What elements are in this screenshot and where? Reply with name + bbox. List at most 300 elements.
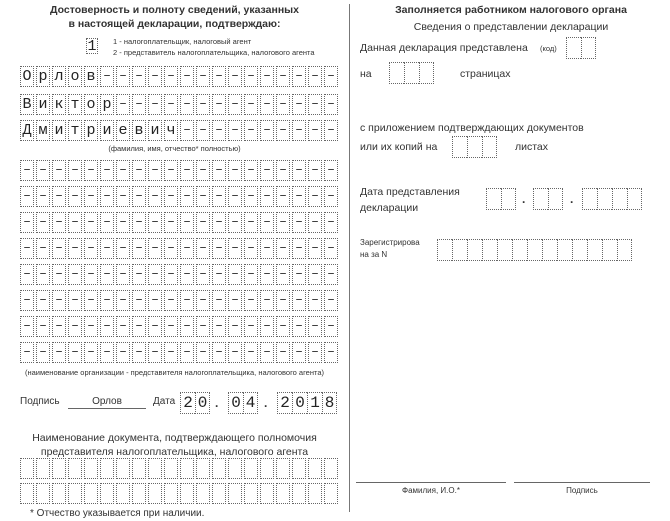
char-cell xyxy=(324,316,338,337)
doc-title-line2: представителя налогоплательщика, налогового агента xyxy=(40,446,309,458)
digit-cell xyxy=(533,188,548,210)
doc-row[interactable] xyxy=(20,483,340,504)
digit-cell xyxy=(581,37,596,59)
digit-cell xyxy=(501,188,516,210)
digit-cell xyxy=(486,188,501,210)
doc-row[interactable] xyxy=(20,458,340,479)
char-cell: м xyxy=(36,120,50,141)
char-cell xyxy=(228,66,242,87)
char-cell xyxy=(52,483,66,504)
char-cell xyxy=(148,212,162,233)
char-cell xyxy=(180,483,194,504)
char-cell xyxy=(196,186,210,207)
char-cell xyxy=(324,290,338,311)
char-cell xyxy=(52,264,66,285)
char-cell xyxy=(68,238,82,259)
char-cell xyxy=(100,186,114,207)
char-cell xyxy=(228,458,242,479)
digit-cell xyxy=(452,136,467,158)
char-cell xyxy=(292,212,306,233)
char-cell xyxy=(260,66,274,87)
char-cell xyxy=(84,160,98,181)
char-cell xyxy=(84,290,98,311)
char-cell xyxy=(116,238,130,259)
char-cell xyxy=(276,94,290,115)
char-cell xyxy=(148,458,162,479)
char-cell xyxy=(244,458,258,479)
char-cell xyxy=(292,290,306,311)
char-cell xyxy=(228,316,242,337)
char-cell xyxy=(164,238,178,259)
char-cell xyxy=(36,342,50,363)
char-cell: в xyxy=(132,120,146,141)
char-cell: в xyxy=(84,66,98,87)
char-cell xyxy=(20,342,34,363)
char-cell xyxy=(308,238,322,259)
digit-cell xyxy=(566,37,581,59)
char-cell xyxy=(180,212,194,233)
char-cell xyxy=(324,186,338,207)
signer-option-2: 2 - представитель налогоплательщика, налогового агента xyxy=(113,48,315,57)
char-cell xyxy=(324,483,338,504)
right-subheader: Сведения о представлении декларации xyxy=(413,21,609,33)
signer-option-1: 1 - налогоплательщик, налоговый агент xyxy=(113,37,252,46)
char-cell xyxy=(308,316,322,337)
char-cell xyxy=(276,186,290,207)
char-cell xyxy=(244,264,258,285)
char-cell xyxy=(260,186,274,207)
left-header-line2: в настоящей декларации, подтверждаю: xyxy=(68,18,281,30)
char-cell xyxy=(148,160,162,181)
char-cell xyxy=(180,94,194,115)
char-cell xyxy=(68,342,82,363)
char-cell: е xyxy=(116,120,130,141)
org-row[interactable] xyxy=(20,290,340,311)
digit-cell: 2 xyxy=(277,392,292,414)
char-cell xyxy=(292,458,306,479)
presented-year[interactable] xyxy=(582,188,642,210)
char-cell xyxy=(180,120,194,141)
digit-cell xyxy=(602,239,617,261)
char-cell xyxy=(196,238,210,259)
char-cell xyxy=(292,160,306,181)
char-cell xyxy=(292,238,306,259)
char-cell xyxy=(20,264,34,285)
char-cell xyxy=(116,264,130,285)
attachment-line1: с приложением подтверждающих документов xyxy=(360,122,584,134)
char-cell xyxy=(52,160,66,181)
presented-label: Данная декларация представлена xyxy=(360,42,528,54)
char-cell xyxy=(260,160,274,181)
char-cell xyxy=(20,212,34,233)
char-cell xyxy=(116,186,130,207)
char-cell xyxy=(116,94,130,115)
org-row[interactable] xyxy=(20,264,340,285)
char-cell: о xyxy=(68,66,82,87)
char-cell xyxy=(244,212,258,233)
char-cell xyxy=(228,264,242,285)
char-cell xyxy=(36,238,50,259)
char-cell xyxy=(212,66,226,87)
digit-cell xyxy=(527,239,542,261)
char-cell xyxy=(292,120,306,141)
signature-label: Подпись xyxy=(20,396,60,407)
char-cell xyxy=(52,316,66,337)
char-cell xyxy=(196,342,210,363)
char-cell xyxy=(132,66,146,87)
char-cell xyxy=(148,186,162,207)
char-cell xyxy=(308,290,322,311)
char-cell xyxy=(36,160,50,181)
date-year[interactable] xyxy=(277,392,337,414)
char-cell xyxy=(84,483,98,504)
char-cell xyxy=(52,212,66,233)
char-cell xyxy=(308,94,322,115)
digit-cell: 4 xyxy=(243,392,258,414)
char-cell xyxy=(244,316,258,337)
char-cell xyxy=(20,458,34,479)
char-cell xyxy=(116,160,130,181)
date-day[interactable] xyxy=(180,392,210,414)
char-cell xyxy=(100,238,114,259)
char-cell xyxy=(212,316,226,337)
date-presented-line2: декларации xyxy=(360,202,419,214)
org-row[interactable] xyxy=(20,316,340,337)
doc-title-line1: Наименование документа, подтверждающего полномочия xyxy=(32,432,317,444)
char-cell xyxy=(212,186,226,207)
char-cell xyxy=(212,238,226,259)
char-cell xyxy=(116,66,130,87)
char-cell xyxy=(100,212,114,233)
char-cell xyxy=(148,264,162,285)
sheets-label: листах xyxy=(515,141,549,153)
char-cell xyxy=(196,120,210,141)
char-cell: Д xyxy=(20,120,34,141)
char-cell xyxy=(276,120,290,141)
char-cell xyxy=(212,120,226,141)
char-cell xyxy=(292,94,306,115)
char-cell xyxy=(260,458,274,479)
char-cell xyxy=(84,212,98,233)
char-cell xyxy=(164,66,178,87)
char-cell xyxy=(100,316,114,337)
digit-cell xyxy=(582,188,597,210)
char-cell xyxy=(308,458,322,479)
char-cell xyxy=(276,238,290,259)
char-cell xyxy=(260,264,274,285)
char-cell xyxy=(308,66,322,87)
char-cell xyxy=(68,290,82,311)
char-cell xyxy=(324,94,338,115)
surname-field[interactable] xyxy=(20,66,340,87)
char-cell xyxy=(228,290,242,311)
char-cell xyxy=(196,290,210,311)
digit-cell xyxy=(419,62,434,84)
char-cell xyxy=(212,264,226,285)
digit-cell xyxy=(467,136,482,158)
char-cell xyxy=(260,483,274,504)
char-cell xyxy=(100,483,114,504)
char-cell xyxy=(132,458,146,479)
char-cell xyxy=(244,160,258,181)
char-cell xyxy=(116,483,130,504)
org-row[interactable] xyxy=(20,186,340,207)
char-cell xyxy=(212,290,226,311)
char-cell xyxy=(148,483,162,504)
digit-cell xyxy=(627,188,642,210)
digit-cell xyxy=(482,239,497,261)
digit-cell xyxy=(617,239,632,261)
name-field[interactable] xyxy=(20,94,340,115)
char-cell xyxy=(84,316,98,337)
char-cell xyxy=(324,458,338,479)
char-cell xyxy=(292,186,306,207)
char-cell xyxy=(276,458,290,479)
char-cell xyxy=(180,316,194,337)
char-cell xyxy=(20,290,34,311)
digit-cell: 0 xyxy=(292,392,307,414)
char-cell xyxy=(116,290,130,311)
char-cell xyxy=(180,342,194,363)
char-cell xyxy=(212,212,226,233)
char-cell xyxy=(164,342,178,363)
char-cell xyxy=(132,342,146,363)
char-cell: и xyxy=(52,120,66,141)
digit-cell: 1 xyxy=(307,392,322,414)
char-cell xyxy=(164,316,178,337)
char-cell xyxy=(148,238,162,259)
char-cell xyxy=(20,238,34,259)
char-cell: и xyxy=(36,94,50,115)
presented-month[interactable] xyxy=(533,188,563,210)
digit-cell xyxy=(548,188,563,210)
char-cell xyxy=(228,160,242,181)
char-cell: т xyxy=(68,94,82,115)
char-cell xyxy=(260,120,274,141)
char-cell xyxy=(324,120,338,141)
char-cell xyxy=(244,342,258,363)
char-cell xyxy=(68,160,82,181)
char-cell xyxy=(244,120,258,141)
sheets-field[interactable] xyxy=(452,136,497,158)
char-cell xyxy=(276,264,290,285)
char-cell xyxy=(164,212,178,233)
date-presented-line1: Дата представления xyxy=(360,186,460,198)
digit-cell xyxy=(482,136,497,158)
char-cell xyxy=(244,94,258,115)
char-cell xyxy=(164,290,178,311)
code-field[interactable] xyxy=(566,37,596,59)
char-cell xyxy=(196,458,210,479)
digit-cell xyxy=(404,62,419,84)
char-cell xyxy=(36,264,50,285)
org-row[interactable] xyxy=(20,342,340,363)
char-cell xyxy=(228,186,242,207)
char-cell xyxy=(84,186,98,207)
char-cell xyxy=(68,458,82,479)
char-cell xyxy=(68,186,82,207)
char-cell xyxy=(260,290,274,311)
char-cell xyxy=(36,186,50,207)
char-cell xyxy=(196,94,210,115)
on-label: на xyxy=(360,68,372,80)
digit-cell xyxy=(572,239,587,261)
char-cell: р xyxy=(84,120,98,141)
char-cell xyxy=(196,212,210,233)
char-cell xyxy=(132,186,146,207)
char-cell xyxy=(164,94,178,115)
char-cell xyxy=(52,238,66,259)
char-cell xyxy=(276,160,290,181)
char-cell xyxy=(148,66,162,87)
char-cell xyxy=(100,458,114,479)
char-cell xyxy=(20,186,34,207)
char-cell xyxy=(308,483,322,504)
char-cell xyxy=(68,316,82,337)
char-cell: и xyxy=(100,120,114,141)
char-cell xyxy=(260,342,274,363)
char-cell xyxy=(276,483,290,504)
char-cell xyxy=(244,66,258,87)
registered-line1: Зарегистрирова xyxy=(360,238,420,247)
digit-cell: 2 xyxy=(180,392,195,414)
char-cell xyxy=(308,342,322,363)
char-cell xyxy=(68,483,82,504)
char-cell: р xyxy=(100,94,114,115)
digit-cell: 0 xyxy=(228,392,243,414)
char-cell xyxy=(36,212,50,233)
presented-day[interactable] xyxy=(486,188,516,210)
digit-cell xyxy=(542,239,557,261)
digit-cell xyxy=(557,239,572,261)
char-cell xyxy=(20,160,34,181)
char-cell xyxy=(260,212,274,233)
char-cell xyxy=(260,238,274,259)
char-cell xyxy=(228,94,242,115)
char-cell xyxy=(116,458,130,479)
column-divider xyxy=(349,4,350,512)
char-cell xyxy=(164,264,178,285)
char-cell: р xyxy=(36,66,50,87)
char-cell xyxy=(164,186,178,207)
org-row[interactable] xyxy=(20,212,340,233)
char-cell xyxy=(164,483,178,504)
registration-number-field[interactable] xyxy=(437,239,632,261)
char-cell xyxy=(180,238,194,259)
digit-cell xyxy=(467,239,482,261)
char-cell xyxy=(132,160,146,181)
char-cell xyxy=(228,120,242,141)
char-cell xyxy=(324,212,338,233)
char-cell xyxy=(164,458,178,479)
char-cell xyxy=(196,483,210,504)
date-label: Дата xyxy=(153,396,176,407)
char-cell xyxy=(244,186,258,207)
signature-value[interactable]: Орлов xyxy=(92,396,122,407)
char-cell xyxy=(148,290,162,311)
char-cell xyxy=(116,342,130,363)
char-cell xyxy=(180,66,194,87)
char-cell xyxy=(20,316,34,337)
char-cell: т xyxy=(68,120,82,141)
date-month[interactable] xyxy=(228,392,258,414)
code-label: (код) xyxy=(540,44,557,53)
char-cell: ч xyxy=(164,120,178,141)
char-cell xyxy=(228,342,242,363)
char-cell xyxy=(132,94,146,115)
patronymic-field[interactable] xyxy=(20,120,340,141)
char-cell xyxy=(292,316,306,337)
char-cell xyxy=(100,290,114,311)
char-cell xyxy=(244,483,258,504)
char-cell xyxy=(132,290,146,311)
char-cell xyxy=(36,458,50,479)
char-cell xyxy=(100,160,114,181)
char-cell xyxy=(276,290,290,311)
char-cell xyxy=(276,66,290,87)
char-cell xyxy=(68,212,82,233)
digit-cell xyxy=(597,188,612,210)
char-cell xyxy=(292,264,306,285)
char-cell xyxy=(196,160,210,181)
char-cell xyxy=(244,238,258,259)
org-row[interactable] xyxy=(20,160,340,181)
digit-cell xyxy=(389,62,404,84)
char-cell xyxy=(180,264,194,285)
pages-field[interactable] xyxy=(389,62,434,84)
org-caption: (наименование организации - представителя налогоплательщика, налогового агента) xyxy=(24,368,324,377)
digit-cell xyxy=(587,239,602,261)
char-cell xyxy=(68,264,82,285)
char-cell xyxy=(132,212,146,233)
char-cell xyxy=(52,342,66,363)
char-cell xyxy=(180,458,194,479)
char-cell xyxy=(148,94,162,115)
char-cell xyxy=(324,264,338,285)
char-cell xyxy=(260,94,274,115)
char-cell xyxy=(100,342,114,363)
org-row[interactable] xyxy=(20,238,340,259)
char-cell xyxy=(132,483,146,504)
char-cell xyxy=(276,212,290,233)
right-signature-label: Подпись xyxy=(566,486,598,495)
left-header-line1: Достоверность и полноту сведений, указанных xyxy=(50,4,299,16)
char-cell xyxy=(308,160,322,181)
char-cell: о xyxy=(84,94,98,115)
char-cell: л xyxy=(52,66,66,87)
char-cell xyxy=(36,316,50,337)
char-cell xyxy=(148,316,162,337)
char-cell xyxy=(228,238,242,259)
char-cell xyxy=(276,342,290,363)
char-cell xyxy=(132,238,146,259)
char-cell xyxy=(292,66,306,87)
footnote: * Отчество указывается при наличии. xyxy=(30,508,205,519)
digit-cell xyxy=(452,239,467,261)
char-cell xyxy=(132,316,146,337)
char-cell xyxy=(84,264,98,285)
char-cell xyxy=(36,290,50,311)
registered-line2: на за N xyxy=(360,250,388,259)
char-cell xyxy=(52,458,66,479)
char-cell xyxy=(116,316,130,337)
char-cell xyxy=(52,186,66,207)
fio-sig-label: Фамилия, И.О.* xyxy=(402,486,460,495)
char-cell xyxy=(20,483,34,504)
signer-type-cell[interactable]: 1 xyxy=(87,38,97,55)
char-cell: В xyxy=(20,94,34,115)
char-cell: О xyxy=(20,66,34,87)
